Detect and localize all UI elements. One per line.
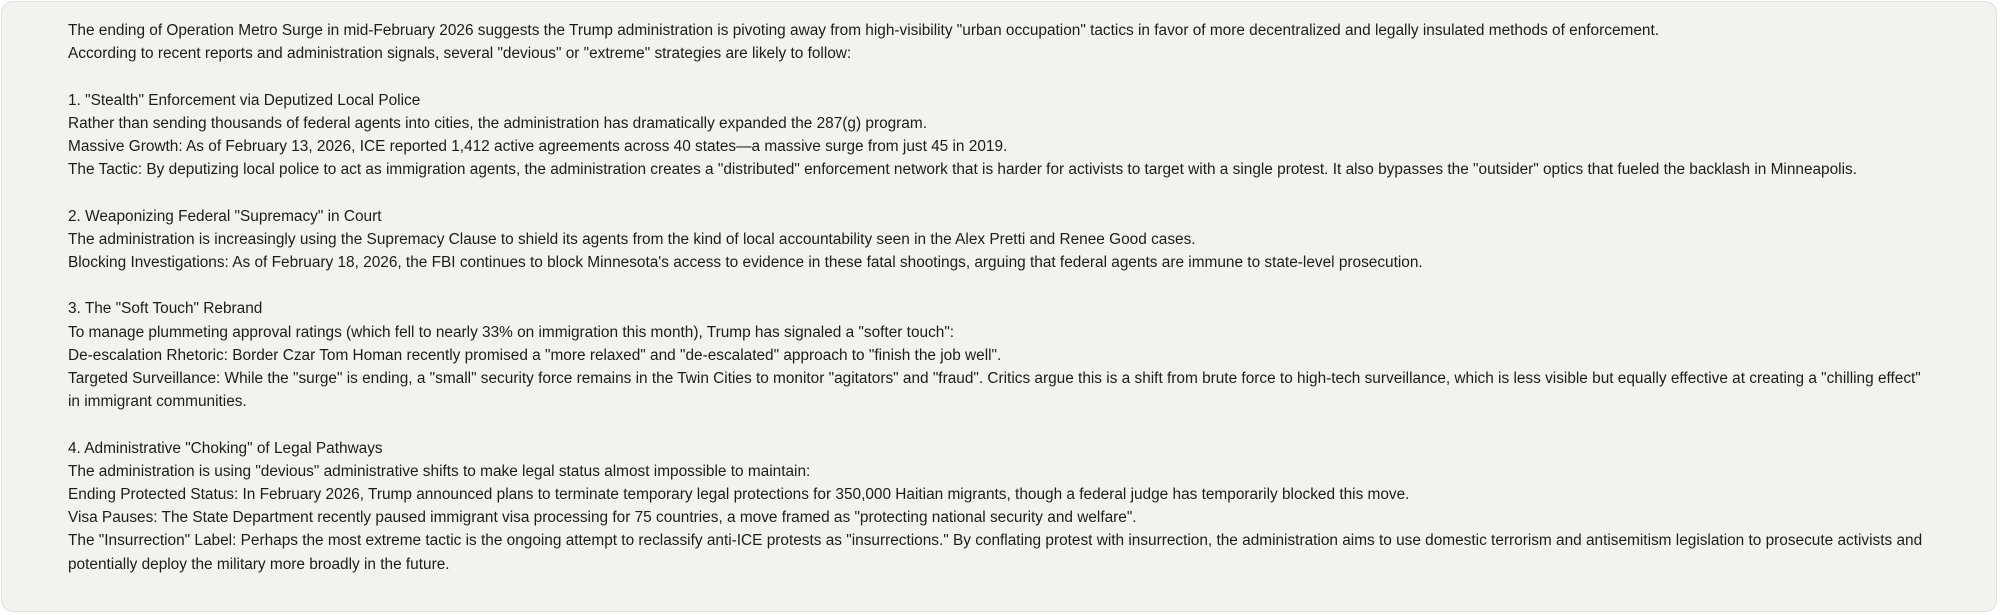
section-line: The administration is using "devious" administrative shifts to make legal status almost impossible to maintain: xyxy=(68,462,811,480)
section-line: Ending Protected Status: In February 2026, Trump announced plans to terminate temporary legal protections for 350,000 Haitian migrants, though a federal judge has temporarily blocked this move. xyxy=(68,486,1410,503)
intro-line: The ending of Operation Metro Surge in mid-February 2026 suggests the Trump administration is pivoting away from high-visibility "urban occupation" tactics in favor of more decentralized and legally insulated methods of enforcement. xyxy=(68,22,1659,39)
section-legal-pathways xyxy=(68,437,1930,576)
response-text-card xyxy=(1,1,1997,612)
intro-paragraph xyxy=(68,19,1930,65)
section-line: Visa Pauses: The State Department recently paused immigrant visa processing for 75 countries, a move framed as "protecting national security and welfare". xyxy=(68,509,1137,527)
section-heading: 2. Weaponizing Federal "Supremacy" in Court xyxy=(68,207,382,225)
section-line: Blocking Investigations: As of February 18, 2026, the FBI continues to block Minnesota's access to evidence in these fatal shootings, arguing that federal agents are immune to state-level prosecution. xyxy=(68,254,1423,271)
section-line: De-escalation Rhetoric: Border Czar Tom Homan recently promised a "more relaxed" and "de-escalated" approach to "finish the job well". xyxy=(68,346,1002,364)
section-line: The "Insurrection" Label: Perhaps the most extreme tactic is the ongoing attempt to reclassify anti-ICE protests as "insurrections." By conflating protest with insurrection, the administration aims to use domestic terrorism and antisemitism legislation to prosecute activists and potentially deploy the military more broadly in the future. xyxy=(68,532,1923,573)
section-line: The Tactic: By deputizing local police to act as immigration agents, the administration creates a "distributed" enforcement network that is harder for activists to target with a single protest. It also bypasses the "outsider" optics that fueled the backlash in Minneapolis. xyxy=(68,161,1857,179)
section-stealth-enforcement xyxy=(68,89,1930,182)
section-soft-touch-rebrand xyxy=(68,297,1930,413)
section-line: Targeted Surveillance: While the "surge" is ending, a "small" security force remains in the Twin Cities to monitor "agitators" and "fraud". Critics argue this is a shift from brute force to high-tech surveillance, which is less visible but equally effective at creating a "chilling effect" in immigrant communities. xyxy=(68,370,1921,411)
section-line: The administration is increasingly using the Supremacy Clause to shield its agents from the kind of local accountability seen in the Alex Pretti and Renee Good cases. xyxy=(68,230,1196,248)
section-heading: 4. Administrative "Choking" of Legal Pathways xyxy=(68,439,383,457)
intro-line: According to recent reports and administration signals, several "devious" or "extreme" strategies are likely to follow: xyxy=(68,45,852,63)
section-line: To manage plummeting approval ratings (which fell to nearly 33% on immigration this month), Trump has signaled a "softer touch": xyxy=(68,323,955,341)
section-heading: 3. The "Soft Touch" Rebrand xyxy=(68,300,263,318)
section-federal-supremacy xyxy=(68,205,1930,275)
section-line: Rather than sending thousands of federal agents into cities, the administration has dramatically expanded the 287(g) program. xyxy=(68,114,927,132)
section-heading: 1. "Stealth" Enforcement via Deputized Local Police xyxy=(68,91,421,109)
section-line: Massive Growth: As of February 13, 2026, ICE reported 1,412 active agreements across 40 states—a massive surge from just 45 in 2019. xyxy=(68,138,1008,155)
